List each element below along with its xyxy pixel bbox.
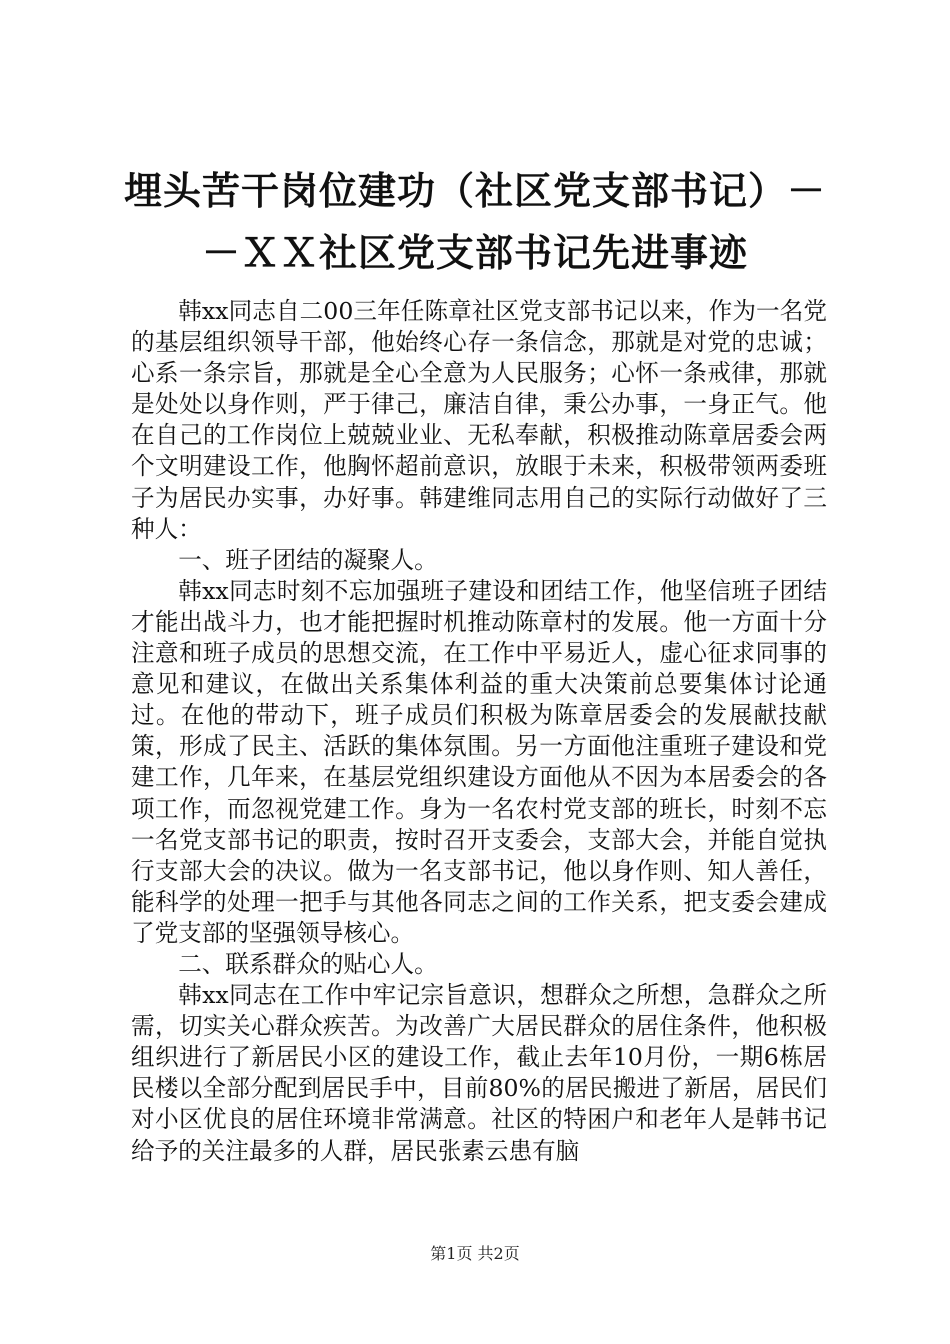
section-heading-1: 一、班子团结的凝聚人。 [178,545,438,574]
paragraph-section-2: 韩xx同志在工作中牢记宗旨意识，想群众之所想，急群众之所需，切实关心群众疾苦。为改善广大居民群众的居住条件，他积极组织进行了新居民小区的建设工作，截止去年10月份，一期6栋居民楼以全部分配到居民手中，目前80%的居民搬进了新居，居民们对小区优良的居住环境非常满意。社区的特困户和老年人是韩书记给予的关注最多的人群，居民张素云患有脑 [131,981,827,1165]
paragraph-section-1: 韩xx同志时刻不忘加强班子建设和团结工作，他坚信班子团结才能出战斗力，也才能把握时机推动陈章村的发展。他一方面十分注意和班子成员的思想交流，在工作中平易近人，虚心征求同事的意见和建议，在做出关系集体利益的重大决策前总要集体讨论通过。在他的带动下，班子成员们积极为陈章居委会的发展献技献策，形成了民主、活跃的集体氛围。另一方面他注重班子建设和党建工作，几年来，在基层党组织建设方面他从不因为本居委会的各项工作，而忽视党建工作。身为一名农村党支部的班长，时刻不忘一名党支部书记的职责，按时召开支委会，支部大会，并能自觉执行支部大会的决议。做为一名支部书记，他以身作则、知人善任，能科学的处理一把手与其他各同志之间的工作关系，把支委会建成了党支部的坚强领导核心。 [131,576,827,947]
page-footer: 第1页 共2页 [430,1244,520,1263]
document-body [131,296,827,1167]
section-heading-2: 二、联系群众的贴心人。 [178,949,438,978]
paragraph-intro: 韩xx同志自二00三年任陈章社区党支部书记以来，作为一名党的基层组织领导干部，他始终心存一条信念，那就是对党的忠诚；心系一条宗旨，那就是全心全意为人民服务；心怀一条戒律，那就是处处以身作则，严于律己，廉洁自律，秉公办事，一身正气。他在自己的工作岗位上兢兢业业、无私奉献，积极推动陈章居委会两个文明建设工作，他胸怀超前意识，放眼于未来，积极带领两委班子为居民办实事，办好事。韩建维同志用自己的实际行动做好了三种人： [131,297,827,543]
document-title: 埋头苦干岗位建功（社区党支部书记）－－ＸＸ社区党支部书记先进事迹 [123,168,826,275]
